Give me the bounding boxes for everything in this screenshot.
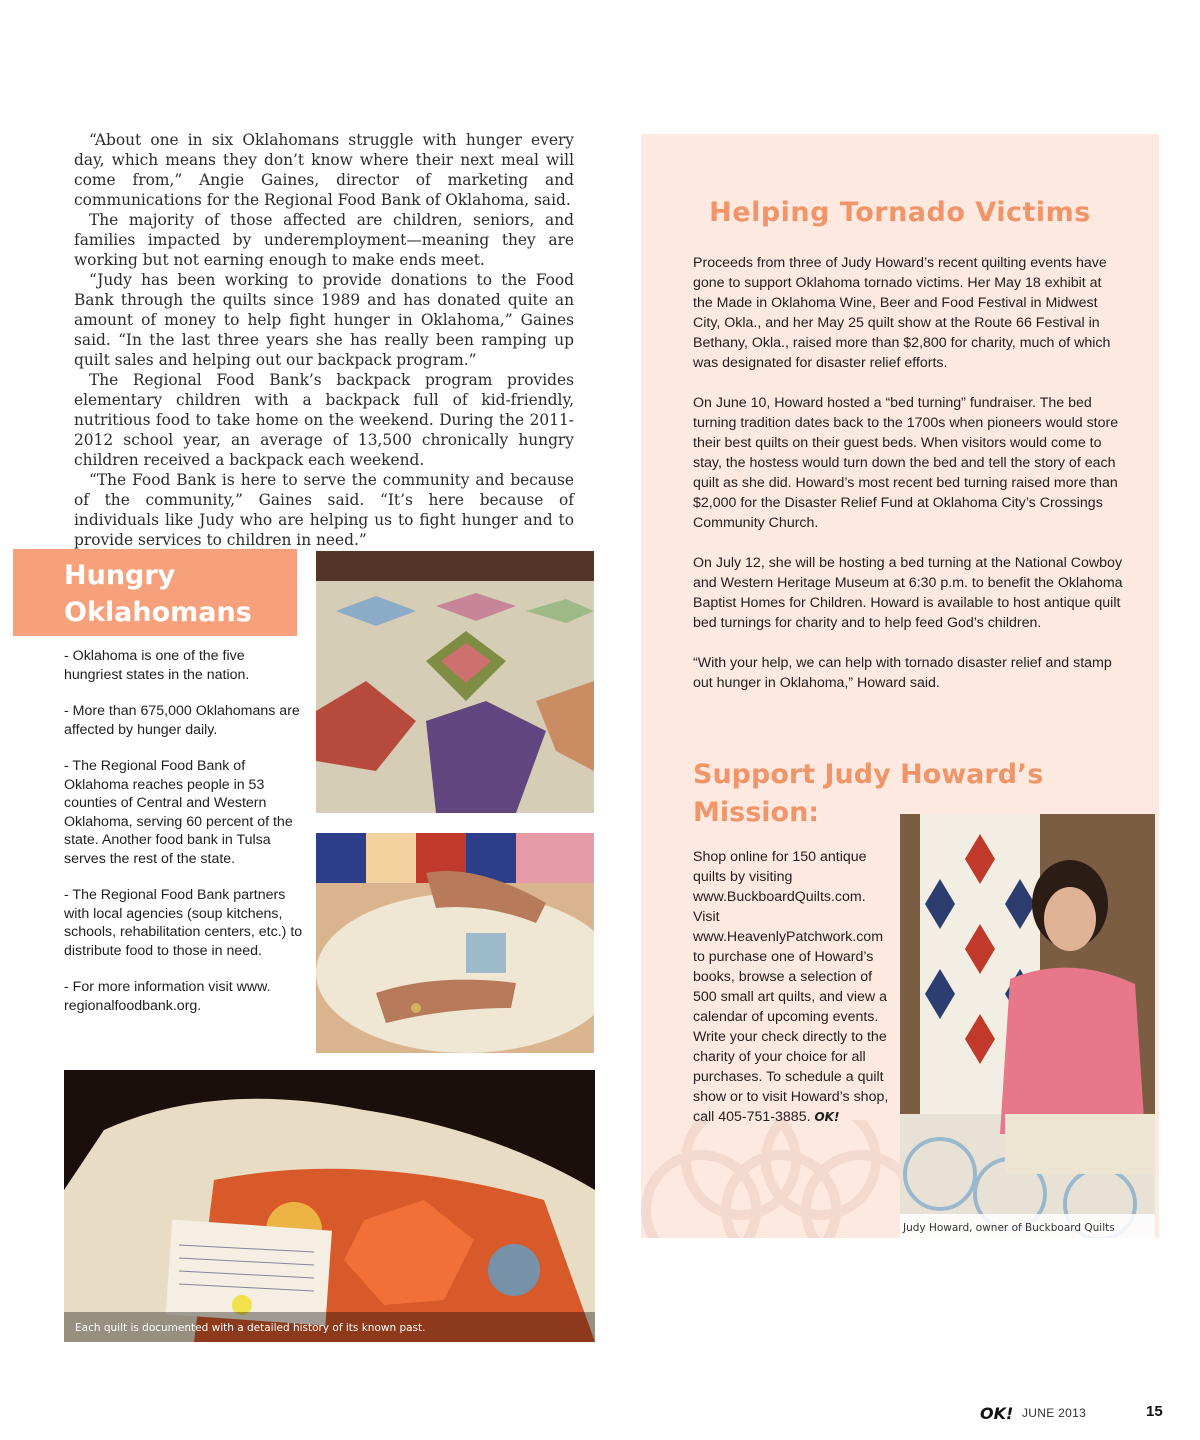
- article-paragraph: The Regional Food Bank’s backpack program provides elementary children with a backpack full of kid-friendly, nutritious food to take home on the weekend. During the 2011-2012 school year, an average of 13,500 chronically hungry children received a backpack each weekend.: [74, 371, 574, 469]
- article-paragraph: “About one in six Oklahomans struggle with hunger every day, which means they don’t know where their next meal will come from,” Angie Gaines, director of marketing and communications for the Regional Food Bank of Oklahoma, said.: [74, 131, 574, 209]
- article-paragraph: The majority of those affected are children, seniors, and families impacted by underemployment—meaning they are working but not earning enough to make ends meet.: [74, 211, 574, 269]
- decorative-rings: [641, 1120, 901, 1238]
- tornado-paragraph: Proceeds from three of Judy Howard’s recent quilting events have gone to support Oklahoma tornado victims. Her May 18 exhibit at the Made in Oklahoma Wine, Beer and Food Festival in Midwest City, Okla., and her May 25 quilt show at the Route 66 Festival in Bethany, Okla., raised more than $2,800 for charity, much of which was designated for disaster relief efforts.: [693, 255, 1111, 371]
- tornado-body: [693, 253, 1123, 713]
- article-paragraph: “The Food Bank is here to serve the community and because of the community,” Gaines said. “It’s here because of individuals like Judy who are helping us to fight hunger and to provide services to children in need.”: [74, 471, 574, 549]
- support-body: [693, 847, 893, 1127]
- quilt-photo-hands: [316, 833, 594, 1053]
- page-number: 15: [1146, 1403, 1163, 1420]
- fact-item: - The Regional Food Bank partners with local agencies (soup kitchens, schools, rehabilitation centers, etc.) to distribute food to those in need.: [64, 887, 303, 959]
- support-text: Shop online for 150 antique quilts by visiting www.BuckboardQuilts.com. Visit www.HeavenlyPatchwork.com to purchase one of Howard’s books, browse a selection of 500 small art quilts, and view a calendar of upcoming events. Write your check directly to the charity of your choice for all purchases. To schedule a quilt show or to visit Howard’s shop, call 405-751-3885.: [693, 849, 889, 1125]
- portrait-photo: [900, 814, 1155, 1238]
- hungry-title: [64, 557, 294, 631]
- support-title-line: Mission:: [693, 797, 820, 828]
- issue-date: JUNE 2013: [1022, 1406, 1087, 1420]
- portrait-illustration: [900, 814, 1155, 1238]
- article-body: [74, 130, 574, 550]
- tornado-title: Helping Tornado Victims: [709, 197, 1091, 228]
- fact-item: - More than 675,000 Oklahomans are affected by hunger daily.: [64, 703, 300, 738]
- fact-item: - Oklahoma is one of the five hungriest states in the nation.: [64, 648, 250, 683]
- hands-illustration: [316, 833, 594, 1053]
- portrait-caption: Judy Howard, owner of Buckboard Quilts: [903, 1222, 1115, 1234]
- quilt-illustration: [316, 551, 594, 813]
- hungry-title-line: Oklahomans: [64, 597, 252, 628]
- documented-quilt-illustration: [64, 1070, 595, 1342]
- tornado-paragraph: On July 12, she will be hosting a bed turning at the National Cowboy and Western Heritage Museum at 6:30 p.m. to benefit the Oklahoma Baptist Homes for Children. Howard is available to host antique quilt bed turnings for charity and to help feed God’s children.: [693, 555, 1123, 631]
- fact-item: - For more information visit www. regionalfoodbank.org.: [64, 979, 271, 1014]
- tornado-paragraph: On June 10, Howard hosted a “bed turning” fundraiser. The bed turning tradition dates back to the 1700s when pioneers would store their best quilts on their guest beds. When visitors would come to stay, the hostess would turn down the bed and tell the story of each quilt as she did. Howard’s most recent bed turning raised more than $2,000 for the Disaster Relief Fund at Oklahoma City’s Crossings Community Church.: [693, 395, 1119, 531]
- magazine-logo: OK!: [980, 1404, 1014, 1423]
- quilt-photo-top: [316, 551, 594, 813]
- quilt-history-caption: Each quilt is documented with a detailed history of its known past.: [75, 1322, 426, 1334]
- article-paragraph: “Judy has been working to provide donations to the Food Bank through the quilts since 1989 and has donated quite an amount of money to help fight hunger in Oklahoma,” Gaines said. “In the last three years she has really been ramping up quilt sales and helping out our backpack program.”: [74, 271, 574, 369]
- hungry-title-line: Hungry: [64, 560, 176, 591]
- hungry-facts: [64, 647, 304, 1033]
- support-title-line: Support Judy Howard’s: [693, 759, 1044, 790]
- quilt-history-photo: [64, 1070, 595, 1342]
- tornado-paragraph: “With your help, we can help with tornado disaster relief and stamp out hunger in Oklahoma,” Howard said.: [693, 655, 1112, 691]
- fact-item: - The Regional Food Bank of Oklahoma reaches people in 53 counties of Central and Western Oklahoma, serving 60 percent of the state. Another food bank in Tulsa serves the rest of the state.: [64, 758, 293, 867]
- end-mark: OK!: [814, 1110, 840, 1124]
